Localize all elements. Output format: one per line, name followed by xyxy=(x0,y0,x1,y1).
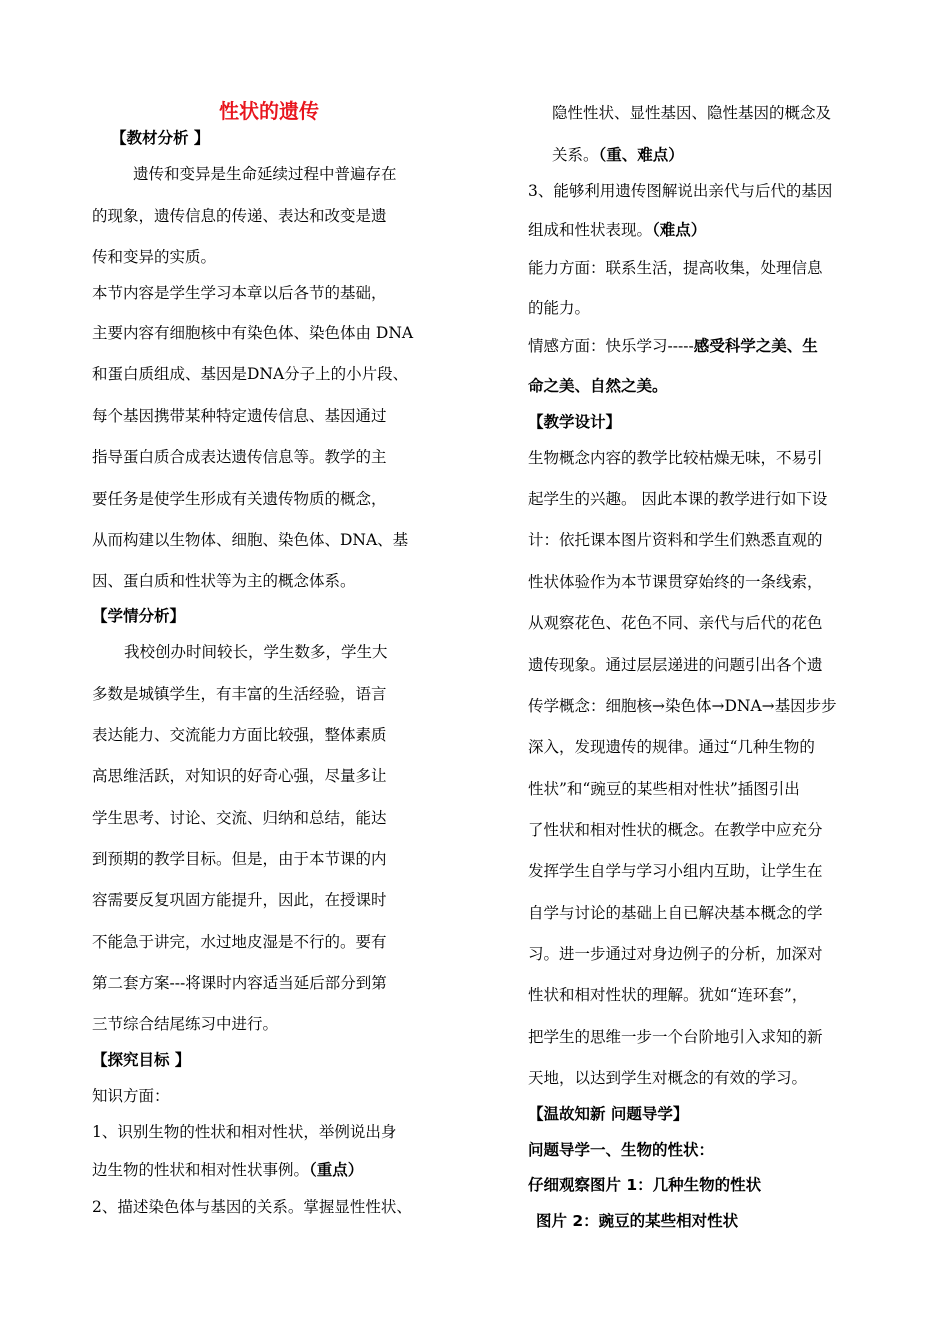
paragraph-line: 表达能力、交流能力方面比较强，整体素质 xyxy=(92,726,387,744)
heading-teaching-design: 【教学设计】 xyxy=(528,413,622,431)
paragraph-line: 隐性性状、显性基因、隐性基因的概念及 xyxy=(552,104,832,122)
paragraph-line: 传学概念：细胞核→染色体→DNA→基因步步 xyxy=(528,697,837,715)
paragraph-line: 因、蛋白质和性状等为主的概念体系。 xyxy=(92,572,356,590)
goal-text: 边生物的性状和相对性状事例。 xyxy=(92,1161,310,1179)
emphasis-label: （难点） xyxy=(652,221,707,239)
paragraph-line: 的现象，遗传信息的传递、表达和改变是遗 xyxy=(92,207,387,225)
paragraph-line: 计：依托课本图片资料和学生们熟悉直观的 xyxy=(528,531,823,549)
paragraph-line: 发挥学生自学与学习小组内互助，让学生在 xyxy=(528,862,823,880)
emphasis-label: （重、难点） xyxy=(598,146,684,164)
page-title: 性状的遗传 xyxy=(219,99,319,123)
paragraph-line: 命之美、自然之美。 xyxy=(528,377,668,395)
paragraph-line: 传和变异的实质。 xyxy=(92,248,217,266)
paragraph-line: 3、能够利用遗传图解说出亲代与后代的基因 xyxy=(528,182,833,200)
paragraph-line: 要任务是使学生形成有关遗传物质的概念， xyxy=(92,490,387,508)
heading-inquiry-goals: 【探究目标 】 xyxy=(92,1051,191,1069)
paragraph-line: 深入，发现遗传的规律。通过“几种生物的 xyxy=(528,738,815,756)
observation-line: 图片 2：豌豆的某些相对性状 xyxy=(536,1212,739,1230)
paragraph-line xyxy=(528,220,706,240)
paragraph-line: 指导蛋白质合成表达遗传信息等。教学的主 xyxy=(92,448,387,466)
emphasis-label: 感受科学之美、生 xyxy=(693,337,818,355)
paragraph-line: 起学生的兴趣。 因此本课的教学进行如下设 xyxy=(528,490,828,508)
paragraph-line: 不能急于讲完，水过地皮湿是不行的。要有 xyxy=(92,933,387,951)
paragraph-line: 性状体验作为本节课贯穿始终的一条线索， xyxy=(528,573,823,591)
paragraph-line: 的能力。 xyxy=(528,299,591,317)
paragraph-line: 知识方面： xyxy=(92,1087,170,1105)
paragraph-line: 习。进一步通过对身边例子的分析，加深对 xyxy=(528,945,823,963)
paragraph-line: 和蛋白质组成、基因是DNA分子上的小片段、 xyxy=(92,365,409,383)
paragraph-line xyxy=(552,145,684,165)
paragraph-line: 每个基因携带某种特定遗传信息、基因通过 xyxy=(92,407,387,425)
goal-text: 组成和性状表现。 xyxy=(528,221,653,239)
paragraph-line: 2、描述染色体与基因的关系。掌握显性性状、 xyxy=(92,1198,412,1216)
paragraph-line: 性状”和“豌豆的某些相对性状”插图引出 xyxy=(528,780,800,798)
heading-material-analysis: 【教材分析 】 xyxy=(111,129,210,147)
paragraph-line: 遗传和变异是生命延续过程中普遍存在 xyxy=(133,165,397,183)
paragraph-line: 能力方面：联系生活，提高收集，处理信息 xyxy=(528,259,823,277)
paragraph-line: 容需要反复巩固方能提升，因此，在授课时 xyxy=(92,891,387,909)
emotion-text: 情感方面：快乐学习----- xyxy=(528,337,694,355)
heading-student-analysis: 【学情分析】 xyxy=(92,607,186,625)
emphasis-label: （重点） xyxy=(309,1161,364,1179)
paragraph-line: 从而构建以生物体、细胞、染色体、DNA、基 xyxy=(92,531,409,549)
paragraph-line: 高思维活跃，对知识的好奇心强，尽量多让 xyxy=(92,767,387,785)
observation-line: 仔细观察图片 1：几种生物的性状 xyxy=(528,1176,762,1194)
paragraph-line: 生物概念内容的教学比较枯燥无味，不易引 xyxy=(528,449,823,467)
goal-text: 关系。 xyxy=(552,146,599,164)
paragraph-line: 本节内容是学生学习本章以后各节的基础， xyxy=(92,284,387,302)
heading-review: 【温故知新 问题导学】 xyxy=(528,1105,689,1123)
question-heading: 问题导学一、生物的性状： xyxy=(528,1141,715,1159)
paragraph-line: 性状和相对性状的理解。犹如“连环套”， xyxy=(528,986,808,1004)
paragraph-line: 了性状和相对性状的概念。在教学中应充分 xyxy=(528,821,823,839)
paragraph-line: 自学与讨论的基础上自已解决基本概念的学 xyxy=(528,904,823,922)
paragraph-line xyxy=(92,1160,363,1180)
paragraph-line: 遗传现象。通过层层递进的问题引出各个遗 xyxy=(528,656,823,674)
paragraph-line: 多数是城镇学生，有丰富的生活经验，语言 xyxy=(92,685,387,703)
paragraph-line: 到预期的教学目标。但是，由于本节课的内 xyxy=(92,850,387,868)
paragraph-line: 第二套方案---将课时内容适当延后部分到第 xyxy=(92,974,387,992)
paragraph-line: 把学生的思维一步一个台阶地引入求知的新 xyxy=(528,1028,823,1046)
paragraph-line: 主要内容有细胞核中有染色体、染色体由 DNA xyxy=(92,324,414,342)
paragraph-line: 1、识别生物的性状和相对性状，举例说出身 xyxy=(92,1123,397,1141)
paragraph-line: 三节综合结尾练习中进行。 xyxy=(92,1015,279,1033)
paragraph-line: 天地，以达到学生对概念的有效的学习。 xyxy=(528,1069,808,1087)
paragraph-line: 我校创办时间较长，学生数多，学生大 xyxy=(124,643,388,661)
paragraph-line xyxy=(528,336,818,356)
paragraph-line: 从观察花色、花色不同、亲代与后代的花色 xyxy=(528,614,823,632)
paragraph-line: 学生思考、讨论、交流、归纳和总结，能达 xyxy=(92,809,387,827)
